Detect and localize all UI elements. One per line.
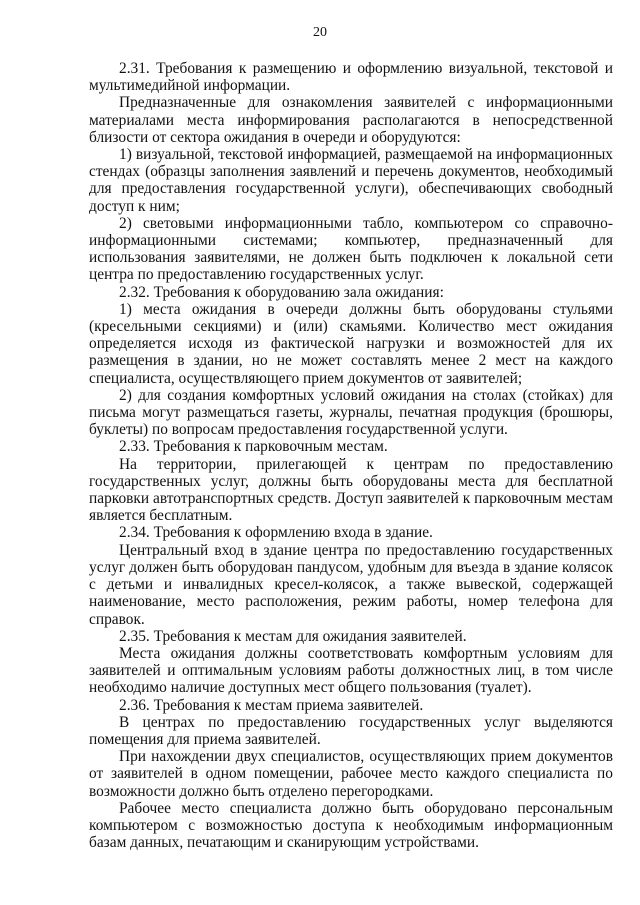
- paragraph: На территории, прилегающей к центрам по предоставлению государственных услуг, должны быть оборудованы места для бесплатной парковки автотранспортных средств. Доступ заявителей к парковочным местам является бесплатным.: [89, 455, 613, 525]
- paragraph: 1) места ожидания в очереди должны быть оборудованы стульями (кресельными секциями) и (или) скамьями. Количество мест ожидания определяется исходя из фактической нагрузки и возможностей для их размещения в здании, но не может составлять менее 2 мест на каждого специалиста, осуществляющего прием документов от заявителей;: [89, 300, 613, 387]
- section-heading: 2.36. Требования к местам приема заявителей.: [119, 696, 424, 714]
- paragraph: Предназначенные для ознакомления заявителей с информационными материалами места информирования располагаются в непосредственной близости от сектора ожидания в очереди и оборудуются:: [89, 94, 613, 146]
- section-heading: 2.32. Требования к оборудованию зала ожидания:: [119, 283, 444, 301]
- paragraph: 1) визуальной, текстовой информацией, размещаемой на информационных стендах (образцы заполнения заявлений и перечень документов, необходимый для предоставления государственной услуги), обеспечивающих свободный доступ к ним;: [89, 146, 613, 215]
- paragraph: 2) световыми информационными табло, компьютером со справочно-информационными системами; компьютер, предназначенный для использования заявителями, не должен быть подключен к локальной сети центра по предоставлению государственных услуг.: [89, 214, 613, 284]
- document-body: [89, 60, 613, 851]
- section-heading: 2.33. Требования к парковочным местам.: [119, 438, 388, 456]
- paragraph: Центральный вход в здание центра по предоставлению государственных услуг должен быть оборудован пандусом, удобным для въезда в здание колясок с детьми и инвалидных кресел-колясок, а также вывеской, содержащей наименование, место расположения, режим работы, номер телефона для справок.: [89, 541, 613, 628]
- paragraph: 2.31. Требования к размещению и оформлению визуальной, текстовой и мультимедийной информации.: [89, 60, 613, 95]
- page-number: 20: [313, 25, 327, 40]
- paragraph: Места ожидания должны соответствовать комфортным условиям для заявителей и оптимальным условиям работы должностных лиц, в том числе необходимо наличие доступных мест общего пользования (туалет).: [89, 644, 613, 697]
- paragraph: Рабочее место специалиста должно быть оборудовано персональным компьютером с возможностью доступа к необходимым информационным базам данных, печатающим и сканирующим устройствами.: [89, 799, 613, 852]
- section-heading: 2.35. Требования к местам для ожидания заявителей.: [119, 627, 467, 645]
- section-heading: 2.34. Требования к оформлению входа в здание.: [119, 524, 433, 542]
- paragraph: В центрах по предоставлению государственных услуг выделяются помещения для приема заявителей.: [89, 713, 613, 748]
- paragraph: При нахождении двух специалистов, осуществляющих прием документов от заявителей в одном помещении, рабочее место каждого специалиста по возможности должно быть отделено перегородками.: [89, 748, 613, 800]
- paragraph: 2) для создания комфортных условий ожидания на столах (стойках) для письма могут размещаться газеты, журналы, печатная продукция (брошюры, буклеты) по вопросам предоставления государственной услуги.: [89, 386, 613, 439]
